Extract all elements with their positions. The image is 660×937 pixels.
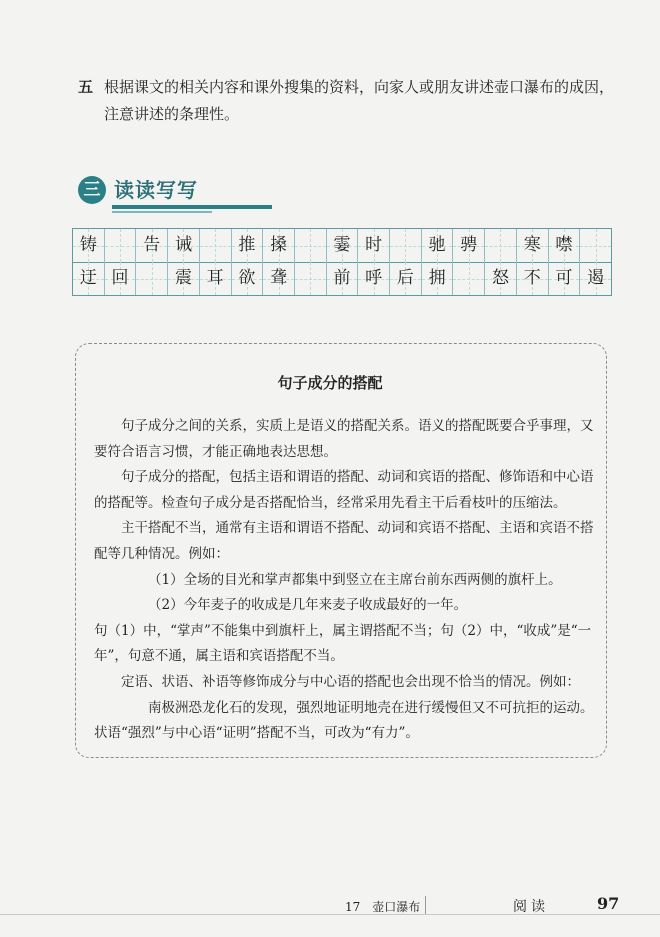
grid-cell: 铸 bbox=[73, 229, 105, 262]
grid-cell bbox=[295, 229, 327, 262]
grid-cell: 寒 bbox=[517, 229, 549, 262]
grid-cell bbox=[580, 229, 611, 262]
exercise-text: 根据课文的相关内容和课外搜集的资料，向家人或朋友讲述壶口瀑布的成因，注意讲述的条理性。 bbox=[104, 78, 615, 123]
grid-cell: 霎 bbox=[327, 229, 359, 262]
grid-cell: 诫 bbox=[168, 229, 200, 262]
knowledge-title: 句子成分的搭配 bbox=[277, 374, 383, 392]
grid-cell: 前 bbox=[327, 262, 359, 295]
section-number-icon: 三 bbox=[78, 176, 106, 204]
grid-cell: 可 bbox=[549, 262, 581, 295]
grid-cell: 震 bbox=[168, 262, 200, 295]
grid-cell: 推 bbox=[232, 229, 264, 262]
knowledge-paragraph: 主干搭配不当，通常有主语和谓语不搭配、动词和宾语不搭配、主语和宾语不搭配等几种情况。例如： bbox=[94, 520, 594, 562]
grid-cell: 呼 bbox=[358, 262, 390, 295]
knowledge-paragraph: 句子成分的搭配，包括主语和谓语的搭配、动词和宾语的搭配、修饰语和中心语的搭配等。检查句子成分是否搭配恰当，经常采用先看主干后看枝叶的压缩法。 bbox=[94, 469, 594, 511]
exercise-number: 五 bbox=[78, 78, 94, 96]
grid-cell: 怒 bbox=[485, 262, 517, 295]
footer-rule bbox=[0, 914, 660, 915]
grid-cell: 遏 bbox=[580, 262, 611, 295]
section-heading bbox=[78, 176, 598, 210]
grid-cell: 搡 bbox=[263, 229, 295, 262]
knowledge-paragraph: 状语“强烈”与中心语“证明”搭配不当，可改为“有力”。 bbox=[94, 725, 419, 742]
grid-cell bbox=[295, 262, 327, 295]
section-underline-thin bbox=[112, 211, 212, 213]
grid-cell: 聋 bbox=[263, 262, 295, 295]
exercise-5 bbox=[78, 74, 623, 128]
knowledge-example: 南极洲恐龙化石的发现，强烈地证明地壳在进行缓慢但又不可抗拒的运动。 bbox=[148, 699, 594, 716]
footer-separator bbox=[425, 896, 426, 914]
grid-cell: 迂 bbox=[73, 262, 105, 295]
knowledge-example: （1）全场的目光和掌声都集中到竖立在主席台前东西两侧的旗杆上。 bbox=[148, 571, 562, 588]
grid-cell: 拥 bbox=[422, 262, 454, 295]
knowledge-body bbox=[94, 414, 602, 747]
knowledge-paragraph: 句子成分之间的关系，实质上是语义的搭配关系。语义的搭配既要合乎事理，又要符合语言习惯，才能正确地表达思想。 bbox=[94, 418, 594, 460]
knowledge-paragraph: 句（1）中，“掌声”不能集中到旗杆上，属主谓搭配不当；句（2）中，“收成”是“一年”，句意不通，属主语和宾语搭配不当。 bbox=[94, 622, 592, 665]
grid-cell: 噤 bbox=[549, 229, 581, 262]
grid-cell: 回 bbox=[105, 262, 137, 295]
footer-lesson: 17 壶口瀑布 bbox=[345, 900, 421, 914]
section-title: 读读写写 bbox=[114, 178, 198, 202]
grid-cell bbox=[105, 229, 137, 262]
knowledge-example: （2）今年麦子的收成是几年来麦子收成最好的一年。 bbox=[148, 597, 468, 614]
page-number: 97 bbox=[597, 894, 620, 913]
grid-cell bbox=[136, 262, 168, 295]
grid-cell bbox=[453, 262, 485, 295]
grid-cell: 骋 bbox=[453, 229, 485, 262]
grid-cell: 不 bbox=[517, 262, 549, 295]
character-grid bbox=[72, 228, 612, 296]
grid-cell bbox=[485, 229, 517, 262]
footer-unit: 阅读 bbox=[513, 899, 549, 915]
grid-cell: 耳 bbox=[200, 262, 232, 295]
grid-row-2 bbox=[73, 262, 611, 295]
grid-cell: 告 bbox=[136, 229, 168, 262]
knowledge-paragraph: 定语、状语、补语等修饰成分与中心语的搭配也会出现不恰当的情况。例如： bbox=[121, 673, 580, 690]
grid-cell: 驰 bbox=[422, 229, 454, 262]
grid-cell bbox=[200, 229, 232, 262]
grid-cell: 时 bbox=[358, 229, 390, 262]
grid-cell: 欲 bbox=[232, 262, 264, 295]
grid-row-1 bbox=[73, 229, 611, 263]
grid-cell bbox=[390, 229, 422, 262]
grid-cell: 后 bbox=[390, 262, 422, 295]
section-underline bbox=[112, 205, 272, 209]
